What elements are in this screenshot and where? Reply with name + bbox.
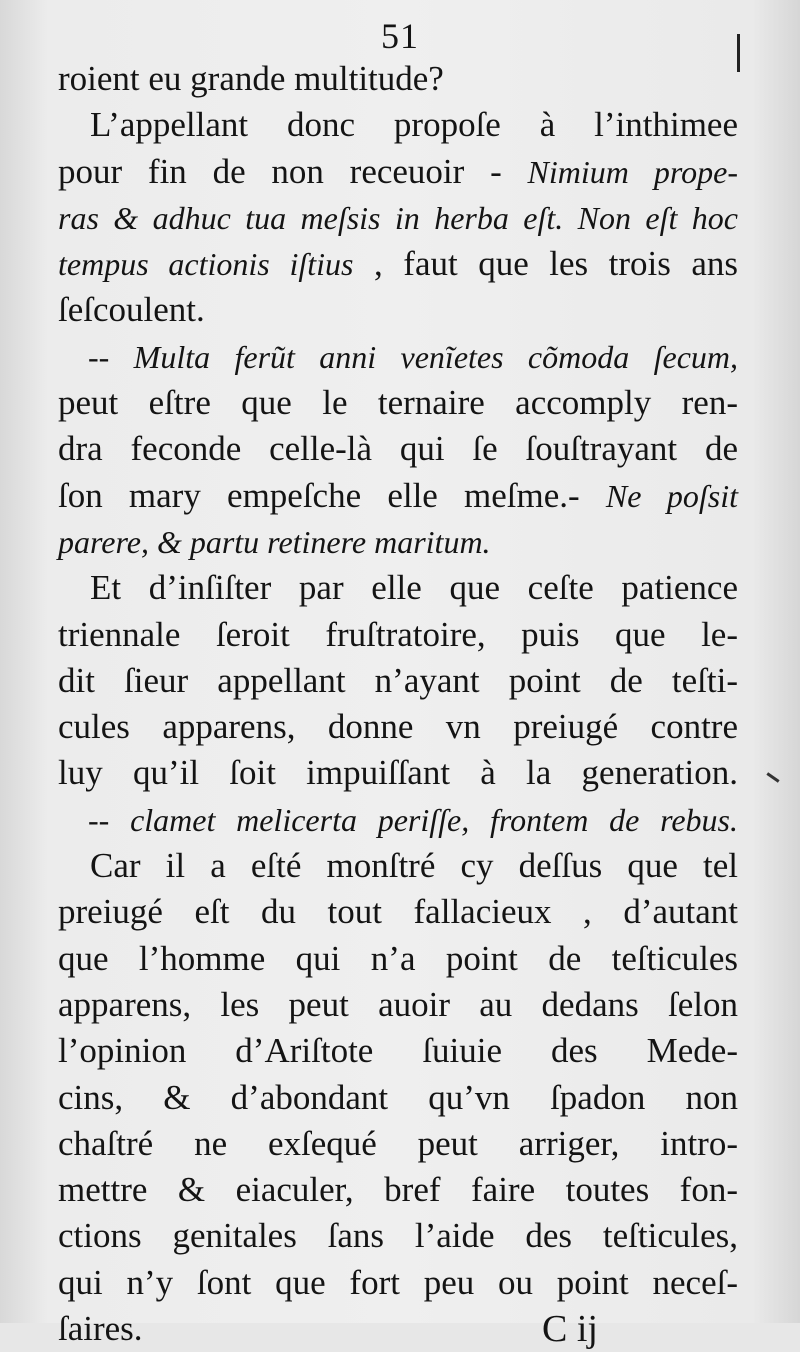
text-line <box>58 149 738 195</box>
text-line: -- Multa ferũt anni venĩetes cõmoda ſecum, <box>88 338 738 375</box>
text-line: peut eſtre que le ternaire accomply ren- <box>58 383 738 423</box>
text-line: ras & adhuc tua meſsis in herba eſt. Non eſt hoc <box>58 199 738 236</box>
signature-mark: C ij <box>542 1308 598 1351</box>
text-line: parere, & partu retinere maritum. <box>58 523 491 560</box>
text-line: preiugé eſt du tout fallacieux , d’autant <box>58 892 738 932</box>
roman-span: , faut que les trois ans <box>374 244 739 284</box>
stray-mark <box>766 772 779 782</box>
italic-span: tempus actionis iſtius <box>58 246 354 283</box>
text-line: luy qu’il ſoit impuiſſant à la generation. <box>58 753 738 793</box>
text-line: l’opinion d’Ariſtote ſuiuie des Mede- <box>58 1031 738 1071</box>
text-line: ctions genitales ſans l’aide des teſticules, <box>58 1216 738 1256</box>
text-line: Car il a eſté monſtré cy deſſus que tel <box>90 846 738 886</box>
text-line: dit ſieur appellant n’ayant point de teſti- <box>58 660 738 700</box>
text-line: apparens, les peut auoir au dedans ſelon <box>58 984 738 1024</box>
italic-span: Ne poſsit <box>605 477 739 514</box>
text-line: chaſtré ne exſequé peut arriger, intro- <box>58 1123 738 1163</box>
text-line: Et d’inſiſter par elle que ceſte patience <box>90 568 738 608</box>
text-span: ſaires. <box>58 1309 143 1349</box>
text-line <box>58 473 738 519</box>
text-line: -- clamet melicerta periſſe, frontem de rebus. <box>88 801 738 838</box>
roman-span: ſon mary empeſche elle meſme.- <box>58 475 580 515</box>
text-line <box>58 241 738 287</box>
text-line: ſeſcoulent. <box>58 290 205 330</box>
text-line: triennale ſeroit fruſtratoire, puis que le- <box>58 614 738 654</box>
italic-span: Nimium prope- <box>527 153 739 190</box>
page-number: 51 <box>381 16 419 56</box>
text-line <box>58 1306 738 1352</box>
text-line: que l’homme qui n’a point de teſticules <box>58 938 738 978</box>
text-line: dra feconde celle-là qui ſe ſouſtrayant de <box>58 429 738 469</box>
text-line: roient eu grande multitude? <box>58 59 444 98</box>
text-line: cins, & d’abondant qu’vn ſpadon non <box>58 1077 738 1117</box>
roman-span: pour fin de non receuoir - <box>58 151 502 191</box>
text-line: mettre & eiaculer, bref faire toutes fon- <box>58 1170 738 1210</box>
text-line: L’appellant donc propoſe à l’inthimee <box>90 105 738 145</box>
body-text <box>58 56 738 1352</box>
text-line: qui n’y ſont que fort peu ou point neceſ- <box>58 1262 738 1302</box>
text-line: cules apparens, donne vn preiugé contre <box>58 707 738 747</box>
